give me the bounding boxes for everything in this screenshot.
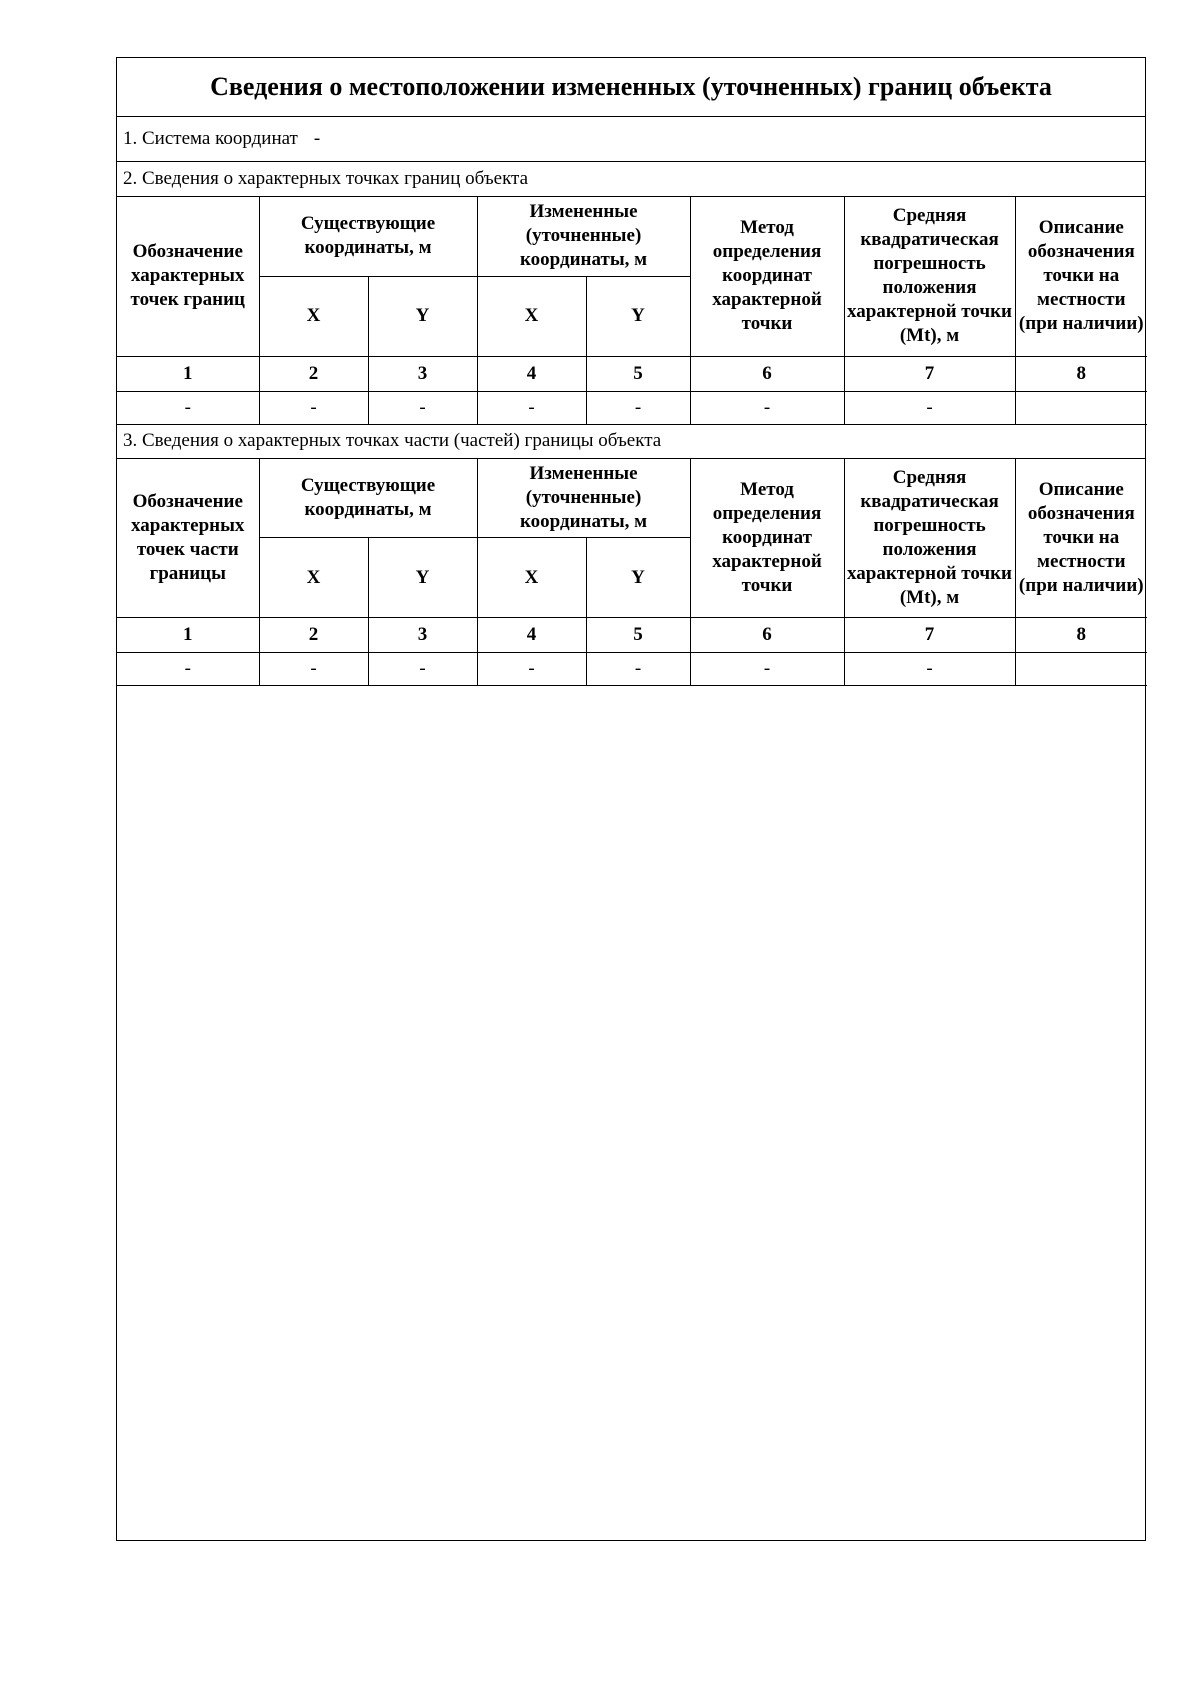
header-changed-coordinates: Измененные (уточненные) координаты, м	[477, 197, 690, 276]
table-row	[117, 653, 1147, 686]
coordinate-system-label: 1. Система координат	[123, 128, 298, 149]
header-changed-x: X	[477, 538, 586, 618]
table-cell: -	[690, 391, 844, 424]
table-cell: -	[690, 653, 844, 686]
table-cell	[1015, 653, 1147, 686]
header-existing-coordinates: Существующие координаты, м	[259, 459, 477, 538]
table-cell: -	[117, 391, 259, 424]
header-row	[117, 459, 1147, 538]
header-changed-y: Y	[586, 538, 690, 618]
header-existing-y: Y	[368, 276, 477, 356]
column-number: 1	[117, 356, 259, 391]
header-description: Описание обозначения точки на местности (при наличии)	[1015, 459, 1147, 618]
header-designation: Обозначение характерных точек границ	[117, 197, 259, 356]
column-number: 3	[368, 618, 477, 653]
coordinate-system-row	[117, 117, 1145, 162]
table-cell: -	[259, 653, 368, 686]
header-changed-coordinates: Измененные (уточненные) координаты, м	[477, 459, 690, 538]
coordinate-system-value: -	[313, 128, 321, 149]
header-method: Метод определения координат характерной точки	[690, 197, 844, 356]
column-number: 7	[844, 618, 1015, 653]
document-title: Сведения о местоположении измененных (уточненных) границ объекта	[117, 58, 1145, 117]
column-number: 4	[477, 618, 586, 653]
column-number: 8	[1015, 618, 1147, 653]
section3-heading: 3. Сведения о характерных точках части (частей) границы объекта	[117, 425, 1145, 459]
table-cell	[1015, 391, 1147, 424]
column-number: 1	[117, 618, 259, 653]
table-cell: -	[477, 391, 586, 424]
table-row	[117, 391, 1147, 424]
table-cell: -	[117, 653, 259, 686]
column-number: 2	[259, 618, 368, 653]
column-number: 6	[690, 356, 844, 391]
header-existing-x: X	[259, 276, 368, 356]
boundary-points-table	[117, 197, 1147, 425]
header-row	[117, 197, 1147, 276]
column-number: 8	[1015, 356, 1147, 391]
column-number: 5	[586, 356, 690, 391]
column-number: 4	[477, 356, 586, 391]
header-existing-coordinates: Существующие координаты, м	[259, 197, 477, 276]
header-changed-x: X	[477, 276, 586, 356]
table-cell: -	[586, 391, 690, 424]
column-number: 3	[368, 356, 477, 391]
column-number: 7	[844, 356, 1015, 391]
header-description: Описание обозначения точки на местности (при наличии)	[1015, 197, 1147, 356]
column-number: 6	[690, 618, 844, 653]
column-number-row	[117, 618, 1147, 653]
table-cell: -	[368, 391, 477, 424]
table-cell: -	[259, 391, 368, 424]
table-cell: -	[368, 653, 477, 686]
header-mean-square-error: Средняя квадратическая погрешность положения характерной точки (Mt), м	[844, 197, 1015, 356]
table-cell: -	[477, 653, 586, 686]
table-cell: -	[844, 391, 1015, 424]
part-boundary-points-table	[117, 459, 1147, 687]
column-number-row	[117, 356, 1147, 391]
column-number: 5	[586, 618, 690, 653]
header-changed-y: Y	[586, 276, 690, 356]
section2-heading: 2. Сведения о характерных точках границ объекта	[117, 162, 1145, 197]
header-method: Метод определения координат характерной точки	[690, 459, 844, 618]
header-existing-x: X	[259, 538, 368, 618]
header-existing-y: Y	[368, 538, 477, 618]
document-sheet	[116, 57, 1146, 1541]
table-cell: -	[844, 653, 1015, 686]
column-number: 2	[259, 356, 368, 391]
header-mean-square-error: Средняя квадратическая погрешность положения характерной точки (Mt), м	[844, 459, 1015, 618]
table-cell: -	[586, 653, 690, 686]
header-designation: Обозначение характерных точек части границы	[117, 459, 259, 618]
